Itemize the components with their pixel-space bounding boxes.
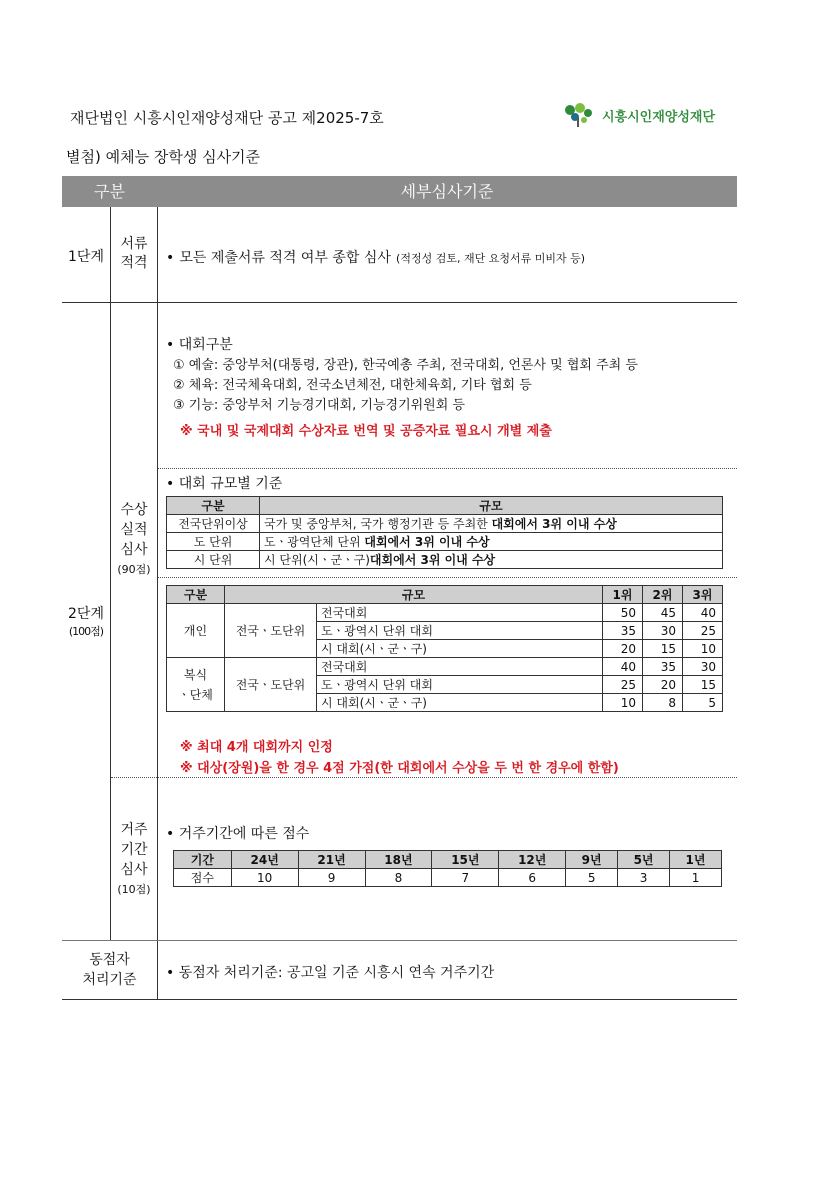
- table-row: [167, 551, 723, 569]
- scale-desc-plain: 도ㆍ광역단체 단위: [264, 535, 365, 549]
- points-type-group-line2: ㆍ단체: [178, 687, 213, 702]
- bullet-icon: •: [166, 826, 175, 842]
- residence-period: 21년: [298, 851, 365, 869]
- residence-category: [111, 820, 157, 900]
- bullet-icon: •: [166, 250, 175, 266]
- points-value: 5: [683, 694, 723, 712]
- points-value: 40: [603, 658, 643, 676]
- points-type-group-line1: 복식: [183, 667, 208, 682]
- residence-score-value: 5: [566, 869, 618, 887]
- header-category: 구분: [94, 182, 125, 201]
- scale-desc: [260, 515, 723, 533]
- scale-desc-bold: 대회에서 3위 이내 수상: [491, 517, 617, 531]
- scale-desc-bold: 대회에서 3위 이내 수상: [369, 553, 496, 567]
- award-label-line2: 실적: [120, 522, 148, 538]
- residence-label-line3: 심사: [120, 862, 148, 878]
- residence-title: [166, 823, 309, 843]
- table-row: [167, 604, 723, 622]
- division-note: ※ 국내 및 국제대회 수상자료 번역 및 공증자료 필요시 개별 제출: [180, 424, 552, 439]
- stage1-label: 1단계: [68, 249, 104, 265]
- stage2-label: [62, 603, 110, 639]
- scale-title: [166, 473, 282, 493]
- tie-label-line1: 동점자: [89, 952, 130, 968]
- points-header-first: 1위: [603, 586, 643, 604]
- points-value: 30: [683, 658, 723, 676]
- points-value: 20: [643, 676, 683, 694]
- header-criteria: 세부심사기준: [400, 182, 494, 201]
- points-value: 15: [683, 676, 723, 694]
- division-list: [173, 356, 638, 416]
- stage1-text: 모든 제출서류 적격 여부 종합 심사: [179, 250, 391, 266]
- award-notes: [180, 737, 619, 779]
- table-row: [167, 533, 723, 551]
- stage2-title: 2단계: [68, 606, 104, 622]
- residence-score-value: 6: [499, 869, 566, 887]
- points-type-individual: 개인: [167, 604, 225, 658]
- bullet-icon: •: [166, 476, 175, 492]
- residence-label-line2: 기간: [120, 842, 148, 858]
- points-header-size: 규모: [225, 586, 603, 604]
- points-scale: 전국대회: [317, 658, 603, 676]
- division-title-text: 대회구분: [178, 337, 233, 353]
- award-score: (90점): [117, 563, 151, 576]
- points-value: 8: [643, 694, 683, 712]
- division-title: [166, 334, 233, 354]
- logo-text: 시흥시인재양성재단: [602, 109, 716, 125]
- residence-title-text: 거주기간에 따른 점수: [178, 826, 310, 842]
- stage1-category-line2: 적격: [120, 255, 148, 271]
- points-value: 35: [603, 622, 643, 640]
- tree-logo-icon: [560, 102, 596, 128]
- points-value: 25: [683, 622, 723, 640]
- points-value: 30: [643, 622, 683, 640]
- points-header-third: 3위: [683, 586, 723, 604]
- points-value: 50: [603, 604, 643, 622]
- scale-title-text: 대회 규모별 기준: [178, 476, 283, 492]
- residence-period: 15년: [432, 851, 499, 869]
- scale-desc-plain: 시 단위(시ㆍ군ㆍ구): [264, 553, 370, 567]
- division-item-sports: ② 체육: 전국체육대회, 전국소년체전, 대한체육회, 기타 협회 등: [173, 378, 532, 393]
- stage1-category-line1: 서류: [120, 236, 148, 252]
- stage1-category: [111, 235, 157, 273]
- attachment-title: 별첨) 예체능 장학생 심사기준: [66, 148, 261, 166]
- division-item-skills: ③ 기능: 중앙부처 기능경기대회, 기능경기위원회 등: [173, 398, 465, 413]
- scale-cat: 시 단위: [167, 551, 260, 569]
- scale-desc: [260, 551, 723, 569]
- table-header: [62, 176, 737, 207]
- stage1-criteria: [166, 247, 585, 267]
- award-note-bonus: ※ 대상(장원)을 한 경우 4점 가점(한 대회에서 수상을 두 번 한 경우에 한함): [180, 761, 619, 776]
- stage2-score: (100점): [68, 625, 104, 638]
- points-value: 45: [643, 604, 683, 622]
- award-category: [111, 500, 157, 580]
- residence-score-label: 점수: [174, 869, 232, 887]
- residence-score: (10점): [117, 883, 151, 896]
- notice-number: 재단법인 시흥시인재양성재단 공고 제2025-7호: [70, 109, 384, 127]
- residence-period: 5년: [618, 851, 670, 869]
- tie-label-line2: 처리기준: [82, 972, 137, 988]
- points-scale: 시 대회(시ㆍ군ㆍ구): [317, 640, 603, 658]
- points-value: 15: [643, 640, 683, 658]
- points-value: 35: [643, 658, 683, 676]
- table-row: [167, 658, 723, 676]
- division-item-art: ① 예술: 중앙부처(대통령, 장관), 한국예총 주최, 전국대회, 언론사 및 협회 주최 등: [173, 358, 638, 373]
- points-scale: 도ㆍ광역시 단위 대회: [317, 622, 603, 640]
- residence-score-value: 9: [298, 869, 365, 887]
- residence-score-value: 3: [618, 869, 670, 887]
- tie-text: 동점자 처리기준: 공고일 기준 시흥시 연속 거주기간: [178, 965, 495, 981]
- scale-cat: 전국단위이상: [167, 515, 260, 533]
- points-header-second: 2위: [643, 586, 683, 604]
- points-type-group: [167, 658, 225, 712]
- points-value: 10: [683, 640, 723, 658]
- residence-period: 9년: [566, 851, 618, 869]
- tie-criteria: [166, 962, 494, 982]
- award-label-line1: 수상: [120, 502, 148, 518]
- scale-desc-plain: 국가 및 중앙부처, 국가 행정기관 등 주최한: [264, 517, 492, 531]
- residence-score-value: 10: [231, 869, 298, 887]
- points-level: 전국ㆍ도단위: [225, 604, 317, 658]
- residence-table: [173, 850, 722, 887]
- residence-label-line1: 거주: [120, 822, 148, 838]
- bullet-icon: •: [166, 337, 175, 353]
- scale-table: [166, 496, 723, 569]
- award-note-max: ※ 최대 4개 대회까지 인정: [180, 740, 333, 755]
- scale-desc-bold: 대회에서 3위 이내 수상: [364, 535, 490, 549]
- points-header-category: 구분: [167, 586, 225, 604]
- scale-cat: 도 단위: [167, 533, 260, 551]
- points-value: 25: [603, 676, 643, 694]
- points-scale: 전국대회: [317, 604, 603, 622]
- residence-score-value: 7: [432, 869, 499, 887]
- table-row: [167, 515, 723, 533]
- residence-period-label: 기간: [174, 851, 232, 869]
- foundation-logo: [560, 102, 715, 128]
- residence-period: 12년: [499, 851, 566, 869]
- residence-period: 18년: [365, 851, 432, 869]
- stage1-note: (적정성 검토, 재단 요청서류 미비자 등): [396, 252, 585, 265]
- residence-score-value: 8: [365, 869, 432, 887]
- bullet-icon: •: [166, 965, 175, 981]
- points-value: 40: [683, 604, 723, 622]
- points-scale: 도ㆍ광역시 단위 대회: [317, 676, 603, 694]
- scale-header-size: 규모: [260, 497, 723, 515]
- points-value: 20: [603, 640, 643, 658]
- award-label-line3: 심사: [120, 542, 148, 558]
- tie-category: [62, 950, 157, 990]
- points-scale: 시 대회(시ㆍ군ㆍ구): [317, 694, 603, 712]
- residence-period: 24년: [231, 851, 298, 869]
- points-level: 전국ㆍ도단위: [225, 658, 317, 712]
- points-table: [166, 585, 723, 712]
- scale-desc: [260, 533, 723, 551]
- residence-score-value: 1: [670, 869, 722, 887]
- scale-header-category: 구분: [167, 497, 260, 515]
- table-row: [174, 869, 722, 887]
- residence-period: 1년: [670, 851, 722, 869]
- points-value: 10: [603, 694, 643, 712]
